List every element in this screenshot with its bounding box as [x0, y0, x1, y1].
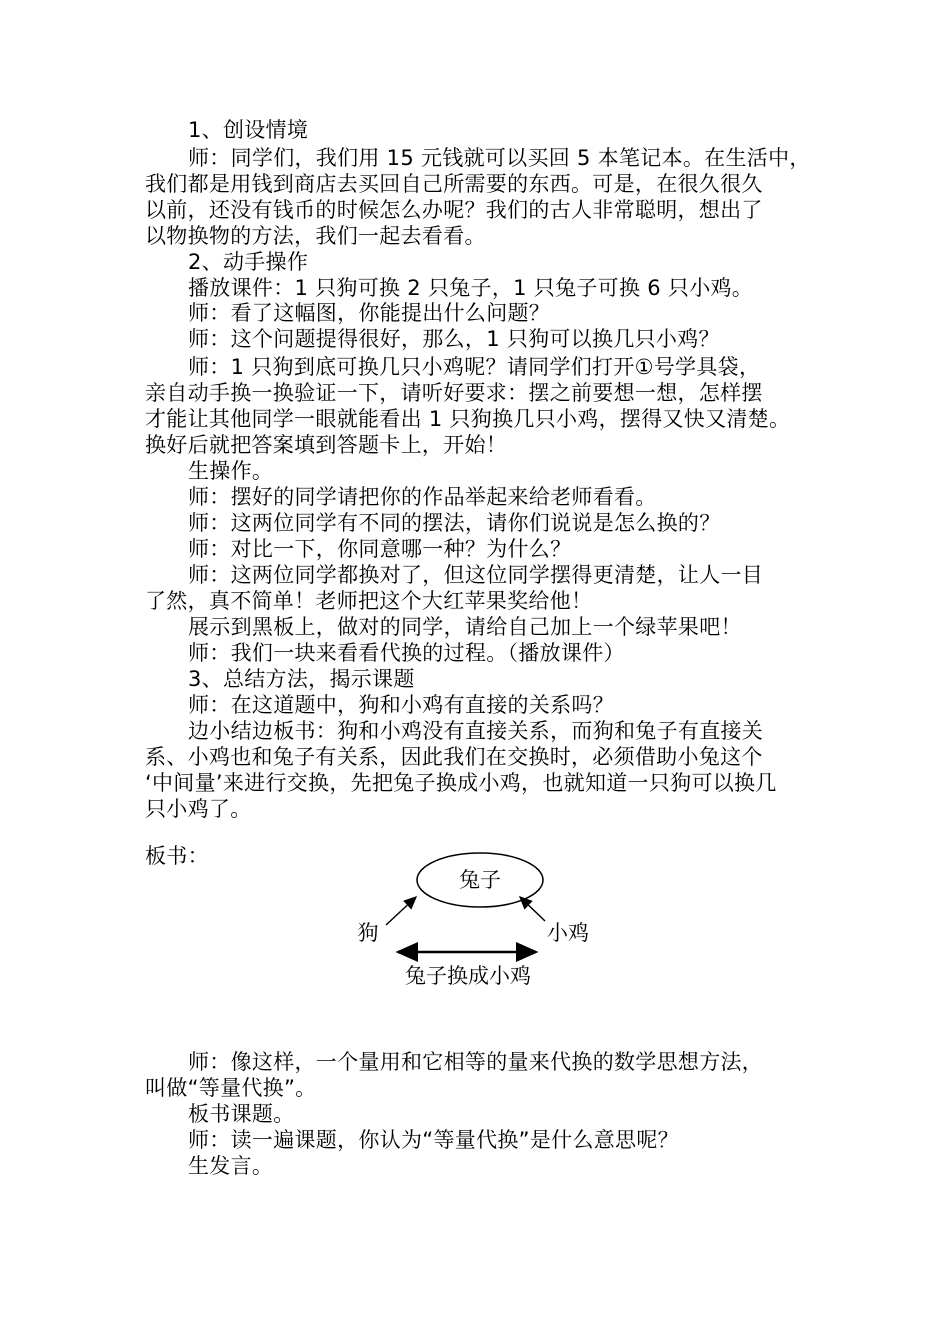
paragraph-line: 边小结边板书：狗和小鸡没有直接关系，而狗和兔子有直接关 — [188, 719, 764, 743]
paragraph-line: 师：同学们，我们用 15 元钱就可以买回 5 本笔记本。在生活中， — [188, 146, 811, 170]
paragraph-line: 了然，真不简单！老师把这个大红苹果奖给他！ — [145, 589, 593, 613]
paragraph-line: 师：像这样，一个量用和它相等的量来代换的数学思想方法， — [188, 1050, 764, 1074]
paragraph-line: 播放课件：1 只狗可换 2 只兔子，1 只兔子可换 6 只小鸡。 — [188, 276, 754, 300]
paragraph-line: 师：这个问题提得很好，那么，1 只狗可以换几只小鸡？ — [188, 327, 720, 351]
diagram-rabbit-label: 兔子 — [459, 868, 501, 892]
board-label: 板书： — [145, 844, 209, 868]
paragraph-line: 只小鸡了。 — [145, 797, 252, 821]
section-heading-1: 1、创设情境 — [188, 118, 309, 142]
paragraph-line: 师：读一遍课题，你认为“等量代换”是什么意思呢？ — [188, 1128, 679, 1152]
paragraph-line: 以前，还没有钱币的时候怎么办呢？我们的古人非常聪明，想出了 — [145, 198, 763, 222]
paragraph-line: 师：1 只狗到底可换几只小鸡呢？请同学们打开①号学具袋， — [188, 355, 761, 379]
paragraph-line: 换好后就把答案填到答题卡上，开始！ — [145, 433, 508, 457]
dog-to-rabbit-arrow — [386, 897, 416, 925]
paragraph-line: 师：这两位同学都换对了，但这位同学摆得更清楚，让人一目 — [188, 563, 764, 587]
paragraph-line: 才能让其他同学一眼就能看出 1 只狗换几只小鸡，摆得又快又清楚。 — [145, 407, 791, 431]
paragraph-line: 系、小鸡也和兔子有关系，因此我们在交换时，必须借助小兔这个 — [145, 745, 763, 769]
paragraph-line: 师：在这道题中，狗和小鸡有直接的关系吗？ — [188, 693, 614, 717]
paragraph-line: 亲自动手换一换验证一下，请听好要求：摆之前要想一想，怎样摆 — [145, 381, 763, 405]
paragraph-line: 叫做“等量代换”。 — [145, 1076, 317, 1100]
exchange-diagram — [340, 850, 630, 1000]
paragraph-line: 生操作。 — [188, 459, 274, 483]
diagram-chick-label: 小鸡 — [547, 921, 589, 945]
section-heading-3: 3、总结方法，揭示课题 — [188, 667, 415, 691]
diagram-dog-label: 狗 — [357, 921, 379, 945]
paragraph-line: 师：我们一块来看看代换的过程。（播放课件） — [188, 641, 625, 665]
paragraph-line: 展示到黑板上，做对的同学，请给自己加上一个绿苹果吧！ — [188, 615, 742, 639]
chick-to-rabbit-arrow — [520, 897, 545, 921]
paragraph-line: 生发言。 — [188, 1154, 274, 1178]
paragraph-line: 师：对比一下，你同意哪一种？为什么？ — [188, 537, 572, 561]
paragraph-line: 以物换物的方法，我们一起去看看。 — [145, 224, 486, 248]
paragraph-line: 师：看了这幅图，你能提出什么问题？ — [188, 301, 551, 325]
paragraph-line: 师：摆好的同学请把你的作品举起来给老师看看。 — [188, 485, 657, 509]
paragraph-line: 板书课题。 — [188, 1102, 295, 1126]
diagram-bottom-label: 兔子换成小鸡 — [405, 964, 531, 988]
section-heading-2: 2、动手操作 — [188, 250, 309, 274]
paragraph-line: ‘中间量’来进行交换，先把兔子换成小鸡，也就知道一只狗可以换几 — [145, 771, 777, 795]
paragraph-line: 师：这两位同学有不同的摆法，请你们说说是怎么换的？ — [188, 511, 721, 535]
paragraph-line: 我们都是用钱到商店去买回自己所需要的东西。可是，在很久很久 — [145, 172, 763, 196]
